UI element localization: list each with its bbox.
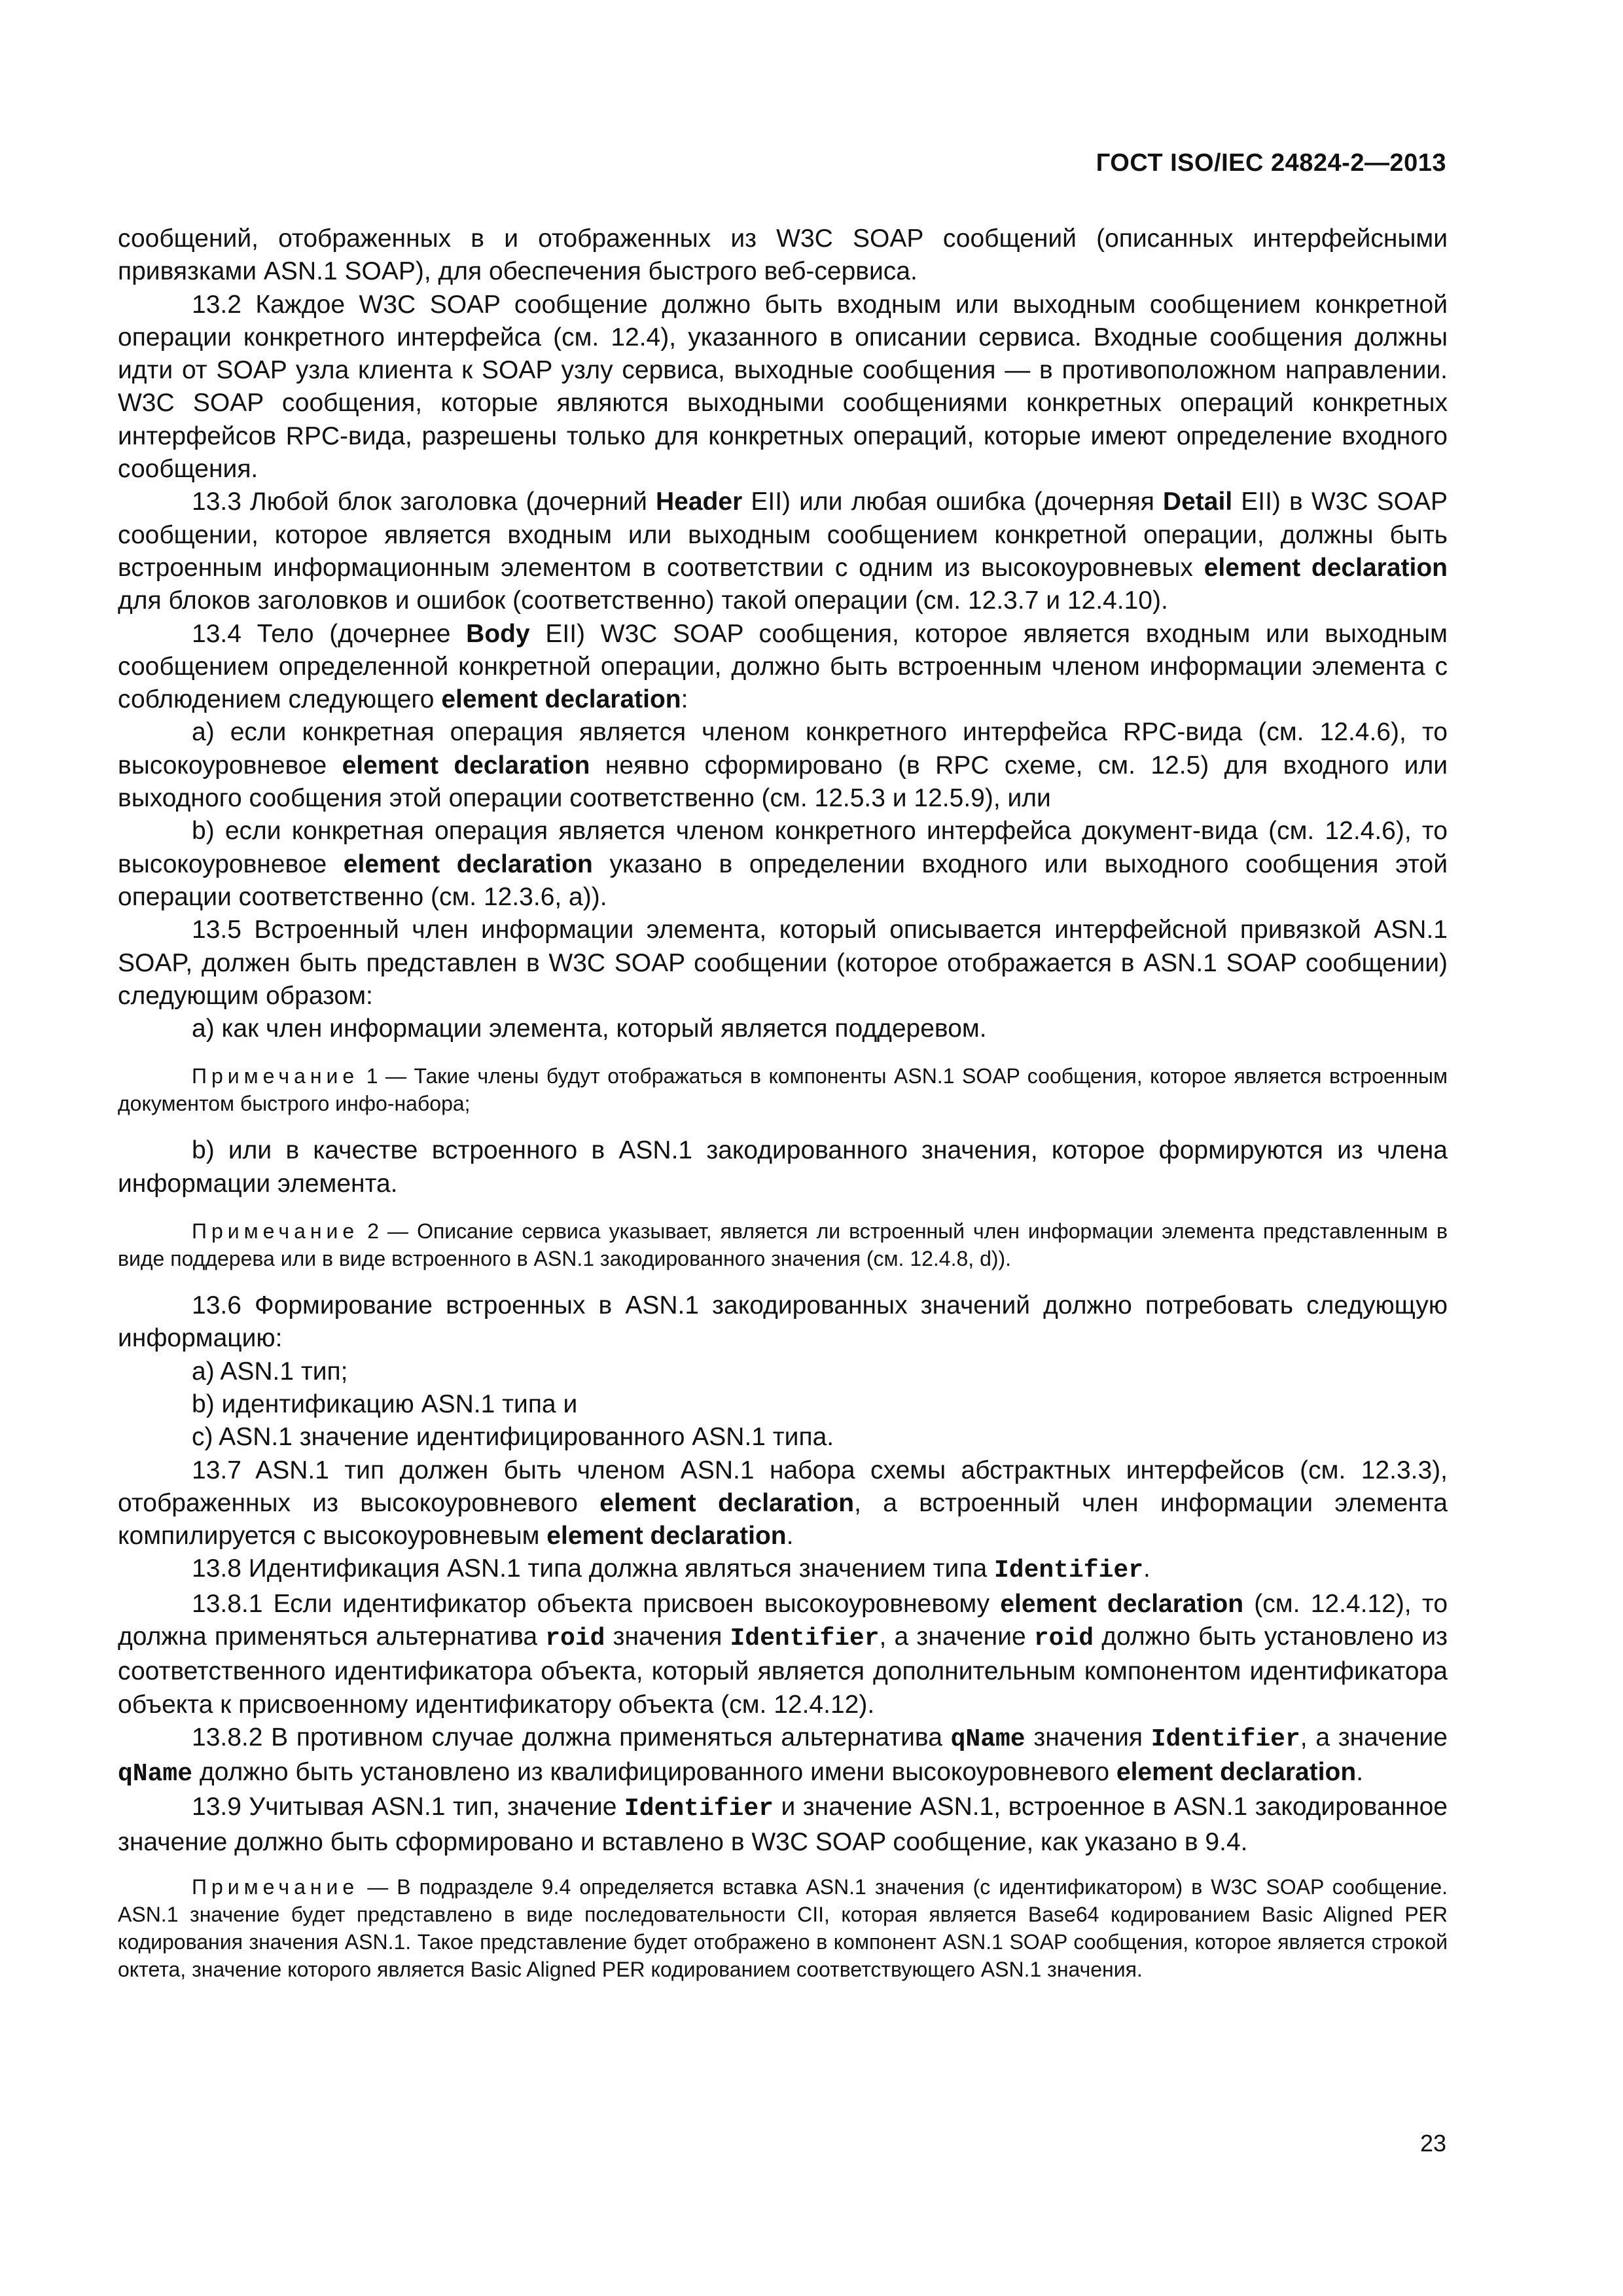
term-element-declaration: element declaration [1000,1589,1244,1618]
text-run: 13.9 Учитывая ASN.1 тип, значение [192,1793,624,1821]
text-run: должно быть установлено из квалифицированного имени высокоуровневого [192,1758,1116,1787]
note-3 [118,1873,1448,1983]
paragraph-13-4 [118,618,1448,717]
code-identifier: Identifier [1150,1725,1300,1753]
text-run: 13.3 Любой блок заголовка (дочерний [192,488,656,516]
code-qname: qName [950,1725,1026,1753]
text-run: значения [605,1622,730,1651]
text-run: , а встроенный член информации элемента компилируется с высокоуровневым [118,1488,1448,1551]
paragraph-13-8-2 [118,1721,1448,1791]
text-run: , а значение [879,1622,1034,1651]
text-run: значения [1025,1723,1151,1751]
code-identifier: Identifier [993,1556,1144,1585]
code-identifier: Identifier [624,1795,774,1823]
text-run: для блоков заголовков и ошибок (соответственно) такой операции (см. 12.3.7 и 12.4.10). [118,586,1168,615]
paragraph-13-5: 13.5 Встроенный член информации элемента, который описывается интерфейсной привязкой ASN.1 SOAP, должен быть представлен в W3C SOAP сообщении (которое отображается в ASN.1 SOAP сообщении) следующим образом: [118,916,1448,1010]
term-element-declaration: element declaration [342,751,590,780]
list-item-13-4-a [118,716,1448,815]
list-item-13-5-a: a) как член информации элемента, который является поддеревом. [192,1014,987,1043]
list-item-13-6-a: a) ASN.1 тип; [192,1357,348,1386]
text-run: EII) или любая ошибка (дочерняя [742,488,1163,516]
code-identifier: Identifier [730,1624,880,1653]
code-qname: qName [118,1760,193,1789]
note-label: Примечание [192,1219,359,1244]
text-run: указано в определении входного или выходного сообщения этой операции соответственно (см. 12.3.6, a)). [118,850,1448,911]
text-run: a) если конкретная операция является членом конкретного интерфейса RPC-вида (см. 12.4.6), то высокоуровневое [118,718,1448,780]
code-roid: roid [1033,1624,1094,1653]
text-run: , а значение [1300,1723,1448,1751]
document-header: ГОСТ ISO/IEC 24824-2—2013 [1096,149,1446,177]
paragraph-13-6: 13.6 Формирование встроенных в ASN.1 закодированных значений должно потребовать следующую информацию: [118,1291,1448,1353]
page-number: 23 [1419,2130,1446,2157]
text-run: 13.8.1 Если идентификатор объекта присвоен высокоуровневому [192,1589,1001,1618]
term-element-declaration: element declaration [1116,1758,1357,1787]
paragraph-13-8 [118,1552,1448,1587]
text-run: и значение ASN.1, встроенное в ASN.1 закодированное значение должно быть сформировано и вставлено в W3C SOAP сообщение, как указано в 9.4. [118,1793,1448,1856]
text-run: 13.4 Тело (дочернее [192,619,467,648]
term-element-declaration: element declaration [441,685,681,714]
term-detail: Detail [1162,488,1233,516]
note-text: 1 — Такие члены будут отображаться в компоненты ASN.1 SOAP сообщения, которое является встроенным документом быстрого инфо-набора; [118,1064,1448,1116]
term-element-declaration: element declaration [1204,553,1448,582]
text-run: . [786,1522,794,1551]
text-run: . [1356,1758,1364,1787]
text-run: должно быть установлено из соответственного идентификатора объекта, который является дополнительным компонентом идентификатора объекта к присвоенному идентификатору объекта (см. 12.4.12). [118,1622,1448,1719]
text-run: : [681,685,688,714]
term-element-declaration: element declaration [343,850,593,878]
text-run: EII) W3C SOAP сообщения, которое является входным или выходным сообщением определенной конкретной операции, должно быть встроенным членом информации элемента с соблюдением следующего [118,619,1448,714]
text-run: EII) в W3C SOAP сообщении, которое является входным или выходным сообщением конкретной операции, должны быть встроенным информационным элементом в соответствии с одним из высокоуровневых [118,488,1448,582]
note-1 [118,1062,1448,1117]
list-item-13-6-b: b) идентификацию ASN.1 типа и [192,1390,578,1418]
list-item-13-5-b: b) или в качестве встроенного в ASN.1 закодированного значения, которое формируются из члена информации элемента. [118,1136,1448,1198]
text-run: неявно сформировано (в RPC схеме, см. 12.5) для входного или выходного сообщения этой операции соответственно (см. 12.5.3 и 12.5.9), или [118,751,1448,813]
document-body [118,223,1448,1983]
note-text: — В подразделе 9.4 определяется вставка ASN.1 значения (с идентификатором) в W3C SOAP сообщение. ASN.1 значение будет представлено в виде последовательности CII, которая является Base64 кодированием Basic Aligned PER кодирования значения ASN.1. Такое представление будет отображено в компонент ASN.1 SOAP сообщения, которое является строкой октета, значение которого является Basic Aligned PER кодированием соответствующего ASN.1 значения. [118,1875,1448,1982]
text-run: . [1143,1554,1150,1583]
text-run: 13.8 Идентификация ASN.1 типа должна являться значением типа [192,1554,994,1583]
paragraph-13-2: 13.2 Каждое W3C SOAP сообщение должно быть входным или выходным сообщением конкретной операции конкретного интерфейса (см. 12.4), указанного в описании сервиса. Входные сообщения должны идти от SOAP узла клиента к SOAP узлу сервиса, выходные сообщения — в противоположном направлении. W3C SOAP сообщения, которые являются выходными сообщениями конкретных операций конкретных интерфейсов RPC-вида, разрешены только для конкретных операций, которые имеют определение входного сообщения. [118,290,1448,484]
note-text: 2 — Описание сервиса указывает, является ли встроенный член информации элемента представленным в виде поддерева или в виде встроенного в ASN.1 закодированного значения (см. 12.4.8, d)). [118,1219,1448,1271]
note-label: Примечание [192,1875,359,1899]
paragraph-13-7 [118,1454,1448,1553]
term-element-declaration: element declaration [599,1488,855,1517]
paragraph-continuation: сообщений, отображенных в и отображенных из W3C SOAP сообщений (описанных интерфейсными привязками ASN.1 SOAP), для обеспечения быстрого веб-сервиса. [118,224,1448,286]
text-run: (см. 12.4.12), то должна применяться альтернатива [118,1589,1448,1651]
list-item-13-4-b [118,815,1448,914]
text-run: 13.7 ASN.1 тип должен быть членом ASN.1 набора схемы абстрактных интерфейсов (см. 12.3.3), отображенных из высокоуровневого [118,1456,1448,1517]
list-item-13-6-c: c) ASN.1 значение идентифицированного ASN.1 типа. [192,1423,834,1452]
paragraph-13-9 [118,1791,1448,1859]
note-2 [118,1217,1448,1272]
text-run: 13.8.2 В противном случае должна применяться альтернатива [192,1723,951,1751]
code-roid: roid [545,1624,605,1653]
term-element-declaration: element declaration [546,1522,787,1551]
term-header: Header [656,488,743,516]
text-run: b) если конкретная операция является членом конкретного интерфейса документ-вида (см. 12.4.6), то высокоуровневое [118,817,1448,878]
note-label: Примечание [192,1064,359,1088]
paragraph-13-8-1 [118,1588,1448,1721]
term-body: Body [466,619,530,648]
paragraph-13-3 [118,486,1448,617]
